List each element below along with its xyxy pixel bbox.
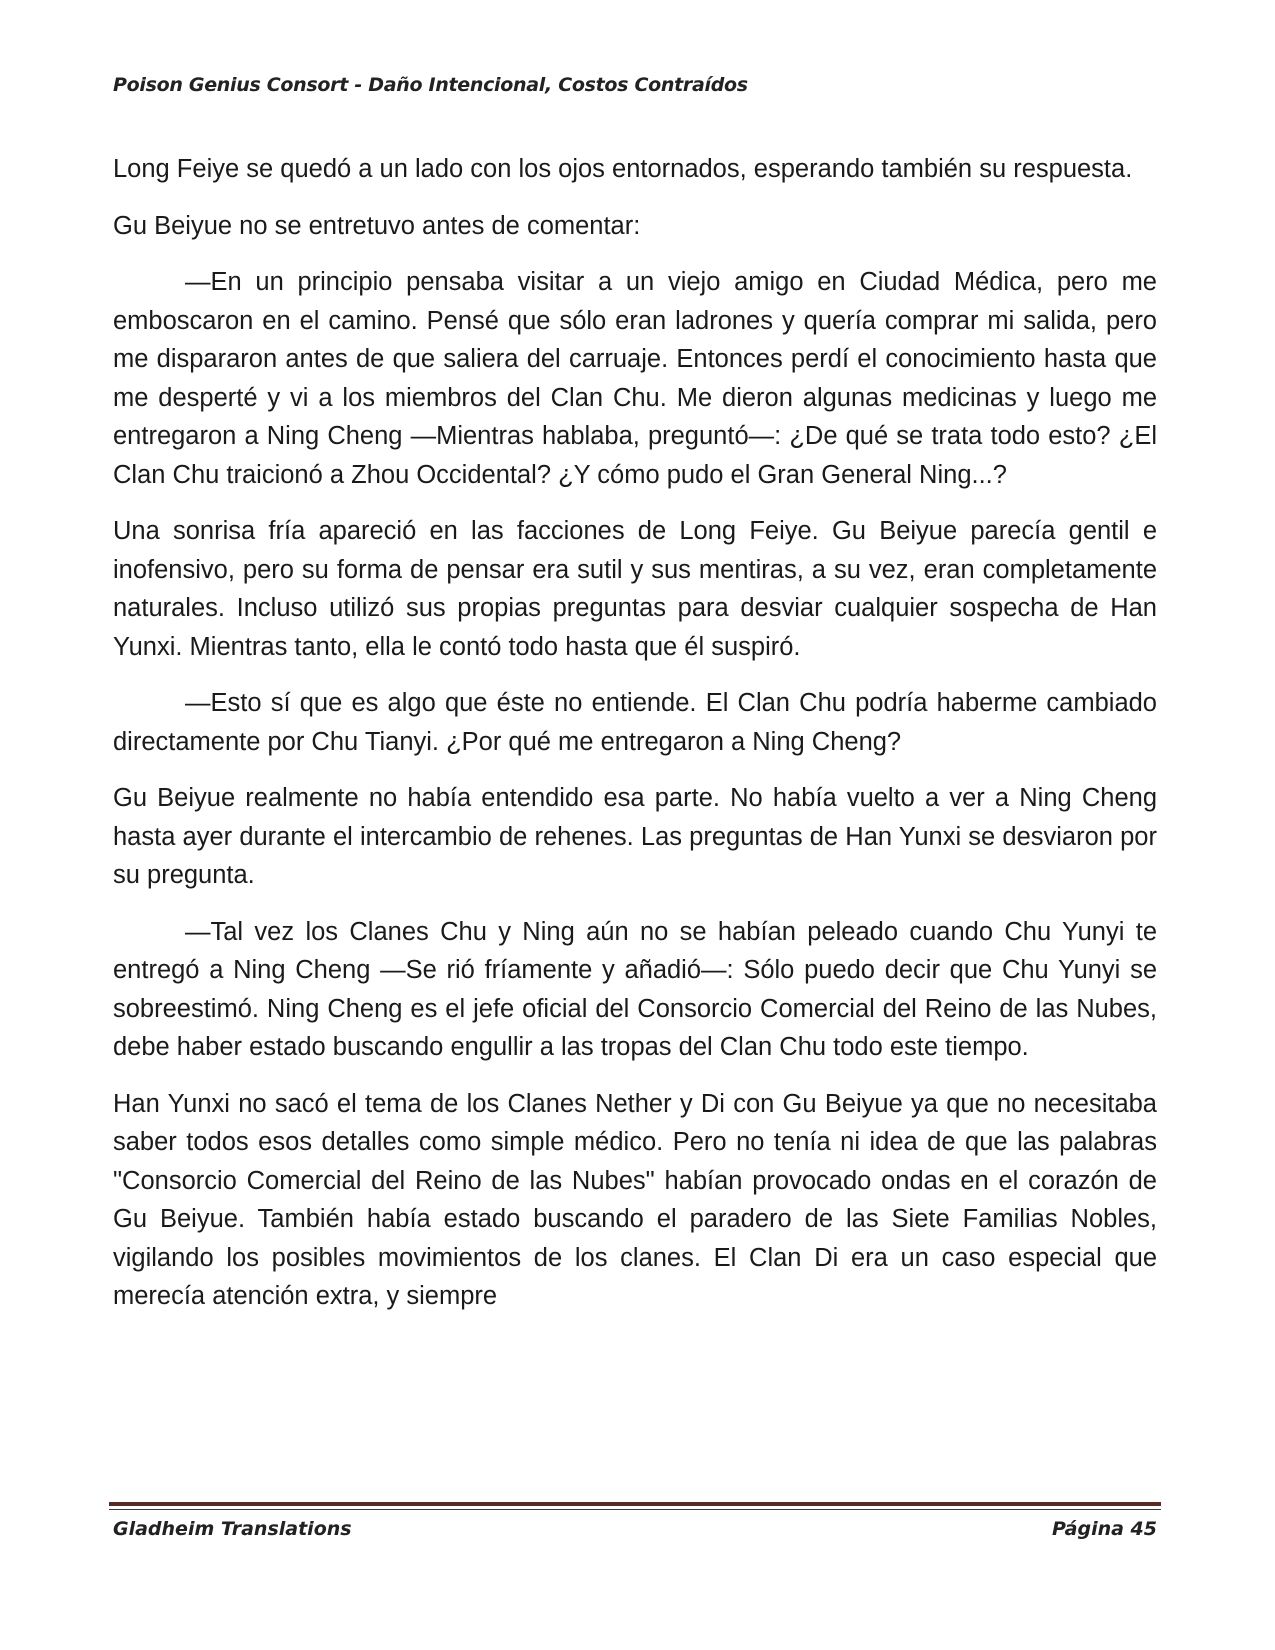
page-body bbox=[113, 150, 1157, 1334]
paragraph-7-dialogue: —Tal vez los Clanes Chu y Ning aún no se habían peleado cuando Chu Yunyi te entregó a Ning Cheng —Se rió fríamente y añadió—: Sólo puedo decir que Chu Yunyi se sobreestimó. Ning Cheng es el jefe oficial del Consorcio Comercial del Reino de las Nubes, debe haber estado buscando engullir a las tropas del Clan Chu todo este tiempo. bbox=[113, 917, 1157, 1061]
footer-divider-thin bbox=[109, 1509, 1161, 1510]
paragraph-6: Gu Beiyue realmente no había entendido esa parte. No había vuelto a ver a Ning Cheng hasta ayer durante el intercambio de rehenes. Las preguntas de Han Yunxi se desviaron por su pregunta. bbox=[113, 784, 1157, 889]
paragraph-1: Long Feiye se quedó a un lado con los ojos entornados, esperando también su respuesta. bbox=[113, 155, 1133, 183]
page-header-title: Poison Genius Consort - Daño Intencional, Costos Contraídos bbox=[113, 74, 748, 96]
footer-divider-thick bbox=[109, 1502, 1161, 1506]
footer-page-number: Página 45 bbox=[1051, 1518, 1157, 1540]
footer-translator-name: Gladheim Translations bbox=[113, 1518, 352, 1540]
paragraph-5-dialogue: —Esto sí que es algo que éste no entiende. El Clan Chu podría haberme cambiado directamente por Chu Tianyi. ¿Por qué me entregaron a Ning Cheng? bbox=[113, 689, 1157, 756]
paragraph-3-dialogue: —En un principio pensaba visitar a un viejo amigo en Ciudad Médica, pero me emboscaron en el camino. Pensé que sólo eran ladrones y quería comprar mi salida, pero me dispararon antes de que saliera del carruaje. Entonces perdí el conocimiento hasta que me desperté y vi a los miembros del Clan Chu. Me dieron algunas medicinas y luego me entregaron a Ning Cheng —Mientras hablaba, preguntó—: ¿De qué se trata todo esto? ¿El Clan Chu traicionó a Zhou Occidental? ¿Y cómo pudo el Gran General Ning...? bbox=[113, 268, 1157, 489]
paragraph-8: Han Yunxi no sacó el tema de los Clanes Nether y Di con Gu Beiyue ya que no necesitaba saber todos esos detalles como simple médico. Pero no tenía ni idea de que las palabras "Consorcio Comercial del Reino de las Nubes" habían provocado ondas en el corazón de Gu Beiyue. También había estado buscando el paradero de las Siete Familias Nobles, vigilando los posibles movimientos de los clanes. El Clan Di era un caso especial que merecía atención extra, y siempre bbox=[113, 1089, 1157, 1310]
paragraph-2: Gu Beiyue no se entretuvo antes de comentar: bbox=[113, 211, 641, 240]
paragraph-4: Una sonrisa fría apareció en las facciones de Long Feiye. Gu Beiyue parecía gentil e inofensivo, pero su forma de pensar era sutil y sus mentiras, a su vez, eran completamente naturales. Incluso utilizó sus propias preguntas para desviar cualquier sospecha de Han Yunxi. Mientras tanto, ella le contó todo hasta que él suspiró. bbox=[113, 517, 1157, 661]
